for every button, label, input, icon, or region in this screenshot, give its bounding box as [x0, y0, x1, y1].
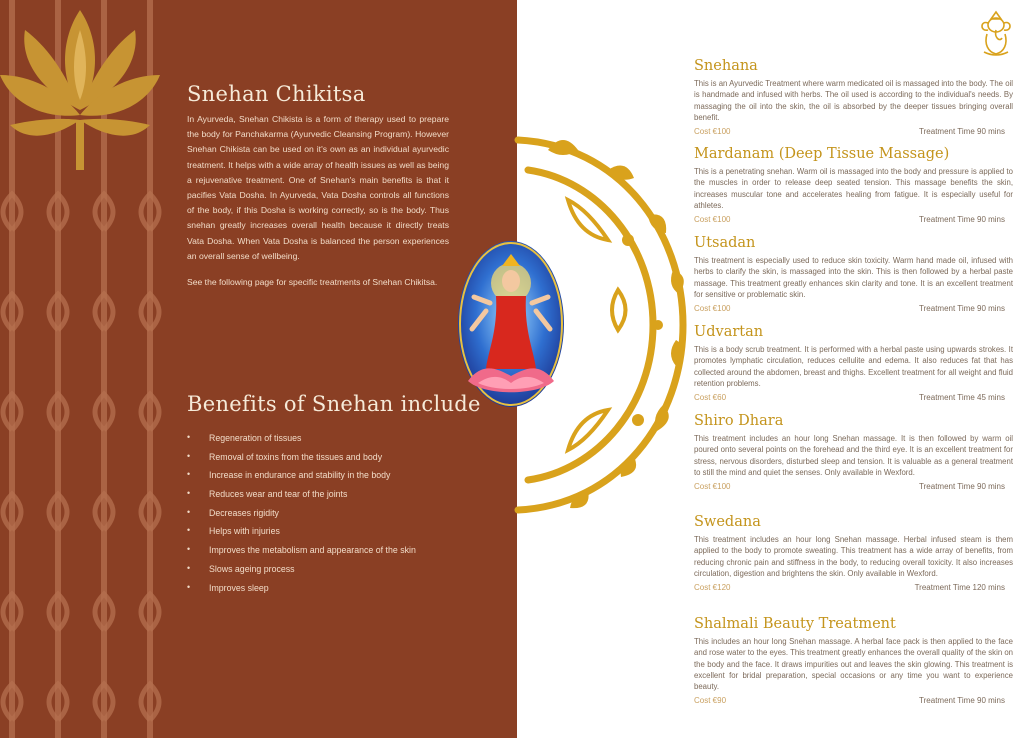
benefits-title: Benefits of Snehan include — [187, 392, 481, 416]
treatment-cost: Cost €100 — [694, 304, 731, 314]
treatment-mardanam — [694, 145, 1013, 224]
treatment-time: Treatment Time 45 mins — [919, 393, 1005, 403]
treatment-meta — [694, 393, 1013, 402]
treatment-time: Treatment Time 90 mins — [919, 696, 1005, 706]
benefits-list — [187, 433, 416, 601]
treatment-description: This treatment is especially used to reduce skin toxicity. Warm hand made oil, infused with herbs to clarify the skin, is massaged into the skin. This is then followed by a herbal paste massage. This treatment greatly enhances skin clarity and tone. It is an excellent treatment for sensitive or problematic skin. — [694, 256, 1013, 299]
treatment-description: This is an Ayurvedic Treatment where warm medicated oil is massaged into the body. The oil is handmade and infused with herbs. The oil used is according to the individual's needs. By massaging the oil into the skin, the oil is absorbed by the deeper tissues bringing overall benefit. — [694, 79, 1013, 122]
treatment-title: Snehana — [694, 58, 758, 74]
list-item: • Removal of toxins from the tissues and body — [187, 452, 416, 471]
treatment-shiro-dhara — [694, 412, 1013, 491]
list-item: • Reduces wear and tear of the joints — [187, 489, 416, 508]
treatment-title: Shalmali Beauty Treatment — [694, 616, 896, 632]
treatment-description: This includes an hour long Snehan massage. A herbal face pack is then applied to the face and rose water to the eyes. This treatment greatly enhances the overall quality of the skin on the body and the face. It draws impurities out and leaves the skin glowing. This treatment is excellent for bridal preparation, special occasions or any time you want to experience beauty. — [694, 637, 1013, 692]
lotus-ornament-icon — [0, 0, 160, 175]
treatment-description: This treatment includes an hour long Snehan massage. Herbal infused steam is them applied to the body to promote sweating. This treatment has a wide array of benefits, from reducing chronic pain and stiffness in the body, to reducing overall toxicity. It also increases circulation, digestion and brightens the skin. Only available in Wexford. — [694, 535, 1013, 578]
treatment-title: Shiro Dhara — [694, 413, 784, 429]
treatment-description: This treatment includes an hour long Snehan massage. It is then followed by warm oil poured onto several points on the forehead and the third eye. It is an excellent treatment for stress, nervous disorders, disturbed sleep and tension. It is valuable as a general treatment to still the mind and quiet the senses. Only available in Wexford. — [694, 434, 1013, 477]
list-item: • Helps with injuries — [187, 526, 416, 545]
intro-text — [187, 112, 449, 301]
list-item: • Improves sleep — [187, 583, 416, 602]
treatment-time: Treatment Time 90 mins — [919, 215, 1005, 225]
treatment-time: Treatment Time 90 mins — [919, 127, 1005, 137]
treatment-title: Utsadan — [694, 235, 756, 251]
treatment-meta — [694, 127, 1013, 136]
treatment-swedana — [694, 513, 1013, 592]
intro-paragraph: In Ayurveda, Snehan Chikista is a form of therapy used to prepare the body for Panchakarma (Ayurvedic Cleansing Program). However Snehan Chikista can be used on it's own as an individual ayurvedic treatment. It helps with a wide array of health issues as well as being a rejuvenative treatment. One of Snehan's main benefits is that it pacifies Vata Dosha. In Ayurveda, Vata Dosha controls all functions of the body, if this Dosha is working correctly, so is the body. Thus snehan greatly increases overall health because it directly treats Vata Dosha. When Vata Dosha is balanced the person experiences an overall sense of wellbeing. — [187, 114, 449, 261]
list-item: • Slows ageing process — [187, 564, 416, 583]
treatment-cost: Cost €100 — [694, 482, 731, 492]
treatment-meta — [694, 696, 1013, 705]
goddess-medallion-image — [458, 241, 564, 407]
treatment-cost: Cost €100 — [694, 215, 731, 225]
treatment-cost: Cost €120 — [694, 583, 731, 593]
treatment-utsadan — [694, 234, 1013, 313]
intro-title: Snehan Chikitsa — [187, 82, 366, 106]
treatment-title: Mardanam (Deep Tissue Massage) — [694, 146, 950, 162]
treatment-meta — [694, 482, 1013, 491]
treatment-udvartan — [694, 323, 1013, 402]
treatment-meta — [694, 583, 1013, 592]
treatment-time: Treatment Time 120 mins — [914, 583, 1005, 593]
treatment-time: Treatment Time 90 mins — [919, 482, 1005, 492]
treatment-meta — [694, 304, 1013, 313]
treatment-description: This is a body scrub treatment. It is performed with a herbal paste using upwards strokes. It promotes lymphatic circulation, reduces cellulite and edema. It also reduces fat that has collected around the abdomen, breast and thighs. Excellent treatment for all weight and fluid retention problems. — [694, 345, 1013, 388]
ganesh-icon — [976, 8, 1016, 58]
intro-paragraph: See the following page for specific treatments of Snehan Chikitsa. — [187, 277, 438, 288]
treatment-title: Udvartan — [694, 324, 764, 340]
treatment-cost: Cost €90 — [694, 696, 727, 706]
treatment-time: Treatment Time 90 mins — [919, 304, 1005, 314]
list-item: • Regeneration of tissues — [187, 433, 416, 452]
list-item: • Improves the metabolism and appearance of the skin — [187, 545, 416, 564]
treatment-meta — [694, 215, 1013, 224]
treatment-description: This is a penetrating snehan. Warm oil is massaged into the body and pressure is applied to the muscles in order to release deep seated tension. This massage benefits the skin, increases muscular tone and accelerates healing from fatigue. It is especially useful for athletes. — [694, 167, 1013, 210]
treatment-snehana — [694, 57, 1013, 136]
treatment-title: Swedana — [694, 514, 761, 530]
treatment-shalmali — [694, 615, 1013, 705]
list-item: • Decreases rigidity — [187, 508, 416, 527]
treatment-cost: Cost €60 — [694, 393, 727, 403]
list-item: • Increase in endurance and stability in the body — [187, 470, 416, 489]
treatment-cost: Cost €100 — [694, 127, 731, 137]
